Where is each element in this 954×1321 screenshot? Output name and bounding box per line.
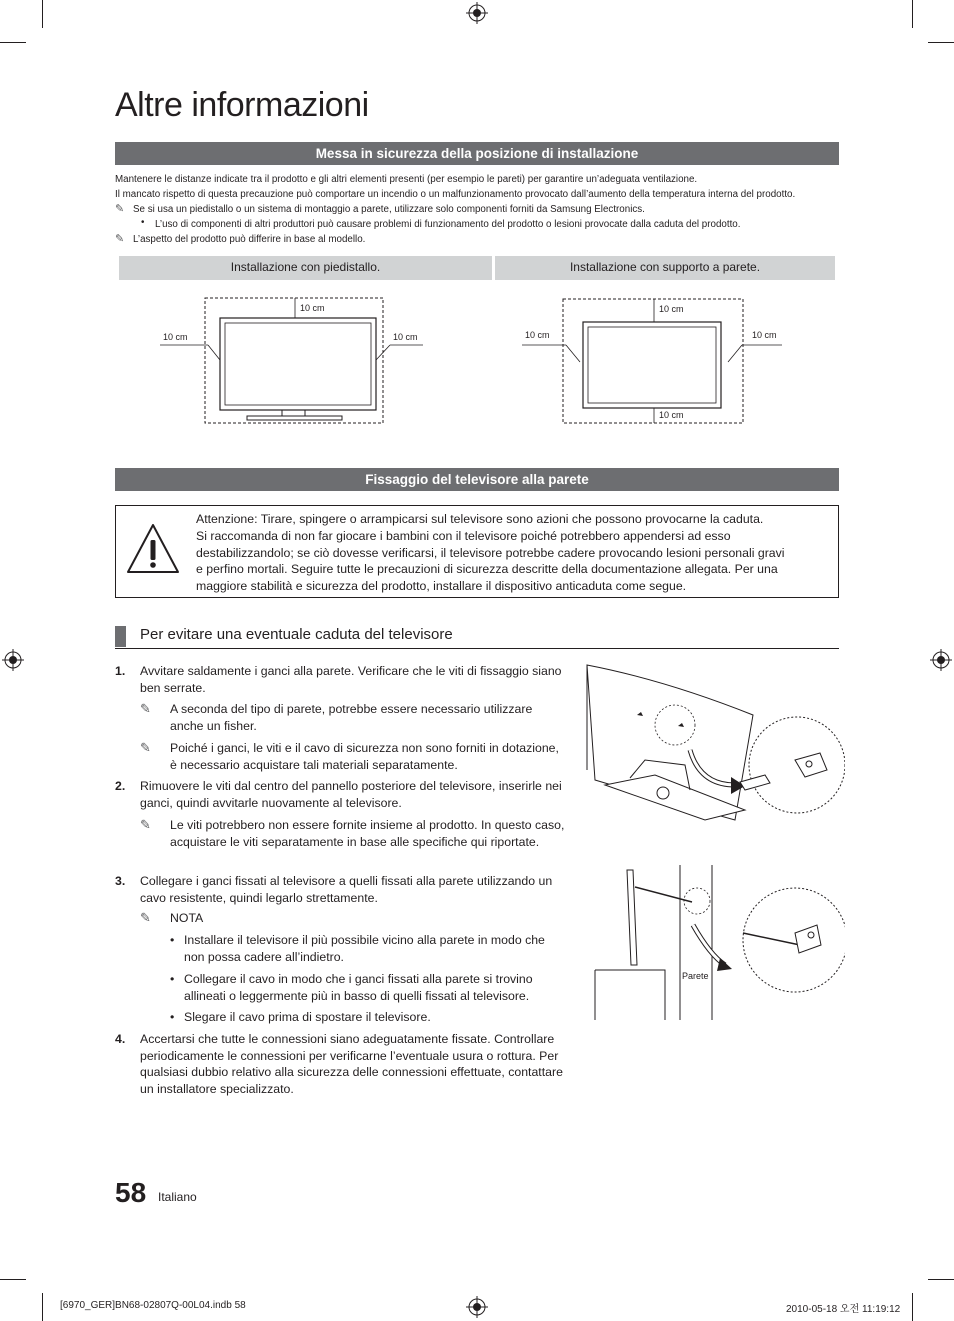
column-header-wall: Installazione con supporto a parete. — [495, 256, 835, 280]
distance-label: 10 cm — [300, 303, 325, 313]
wall-label: Parete — [682, 971, 709, 981]
note-label: NOTA — [170, 911, 204, 925]
warning-triangle-icon — [125, 522, 181, 576]
note-text: L’aspetto del prodotto può differire in base al modello. — [133, 234, 366, 245]
crop-mark — [912, 0, 913, 28]
note-icon: ✎ — [115, 233, 125, 245]
step-number: 3. — [115, 874, 126, 888]
step-number: 4. — [115, 1032, 126, 1046]
page-title: Altre informazioni — [115, 86, 369, 124]
registration-mark-icon — [466, 1296, 488, 1318]
crop-mark — [928, 1279, 954, 1280]
heading-marker — [115, 626, 126, 647]
registration-mark-icon — [2, 649, 24, 671]
note-icon: ✎ — [140, 910, 151, 925]
section-heading-installation: Messa in sicurezza della posizione di installazione — [115, 142, 839, 165]
footer-file-info: [6970_GER]BN68-02807Q-00L04.indb 58 — [60, 1300, 246, 1311]
crop-mark — [0, 42, 26, 43]
distance-label: 10 cm — [659, 304, 684, 314]
registration-mark-icon — [930, 649, 952, 671]
distance-label: 10 cm — [525, 330, 550, 340]
bullet-text: Slegare il cavo prima di spostare il televisore. — [184, 1010, 431, 1024]
crop-mark — [0, 1279, 26, 1280]
step-number: 1. — [115, 664, 126, 678]
warning-text: : Tirare, spingere o arrampicarsi sul televisore sono azioni che possono provocarne la caduta. — [254, 512, 764, 526]
distance-label: 10 cm — [752, 330, 777, 340]
tv-back-screw-illustration — [585, 660, 845, 830]
distance-label: 10 cm — [393, 332, 418, 342]
page-number: 58 — [115, 1177, 147, 1208]
footer-timestamp: 2010-05-18 오전 11:19:12 — [786, 1304, 901, 1315]
crop-mark — [912, 1293, 913, 1321]
distance-label: 10 cm — [163, 332, 188, 342]
step-number: 2. — [115, 779, 126, 793]
page-language: Italiano — [158, 1190, 197, 1204]
note-icon: ✎ — [140, 740, 151, 755]
note-text: A seconda del tipo di parete, potrebbe essere necessario utilizzare anche un fisher. — [170, 702, 533, 733]
section-heading-wall-fixing: Fissaggio del televisore alla parete — [115, 468, 839, 491]
warning-label: Attenzione — [196, 512, 255, 526]
step-text: Rimuovere le viti dal centro del pannello posteriore del televisore, inserirle nei ganci, quindi avvitarle nuovamente al televisore. — [140, 779, 562, 810]
bullet-text: L’uso di componenti di altri produttori può causare problemi di funzionamento del prodotto o lesioni provocate dalla caduta del prodotto. — [155, 219, 741, 230]
warning-text: Si raccomanda di non far giocare i bambini con il televisore poiché potrebbero appendersi ad esso — [196, 528, 731, 543]
note-text: Se si usa un piedistallo o un sistema di montaggio a parete, utilizzare solo componenti forniti da Samsung Electronics. — [133, 204, 645, 215]
step-text: Avvitare saldamente i ganci alla parete. Verificare che le viti di fissaggio siano ben serrate. — [140, 664, 562, 695]
note-text: Le viti potrebbero non essere fornite insieme al prodotto. In questo caso, acquistare le viti separatamente in base alle specifiche qui riportate. — [170, 818, 565, 849]
crop-mark — [42, 0, 43, 28]
subsection-heading — [115, 626, 839, 649]
warning-text: maggiore stabilità e sicurezza del prodotto, installare il dispositivo anticaduta come segue. — [196, 579, 687, 594]
bullet-text: Collegare il cavo in modo che i ganci fissati alla parete si trovino allineati o leggermente più in basso di quelli fissati al televisore. — [184, 972, 533, 1003]
bullet-icon: • — [170, 933, 175, 947]
note-text: Poiché i ganci, le viti e il cavo di sicurezza non sono forniti in dotazione, è necessario acquistare tali materiali separatamente. — [170, 741, 559, 772]
distance-label: 10 cm — [659, 410, 684, 420]
column-header-stand: Installazione con piedistallo. — [119, 256, 492, 280]
warning-text: e perfino mortali. Seguire tutte le precauzioni di sicurezza descritte della documentazione allegata. Per una — [196, 562, 778, 577]
bullet-icon: • — [170, 972, 175, 986]
body-text: Il mancato rispetto di questa precauzione può comportare un incendio o un malfunzionamento provocato dall’aumento della temperatura interna del prodotto. — [115, 189, 796, 200]
warning-box — [115, 505, 839, 598]
bullet-text: Installare il televisore il più possibile vicino alla parete in modo che non possa cadere all’indietro. — [184, 933, 545, 964]
bullet-icon: • — [141, 217, 145, 228]
crop-mark — [42, 1293, 43, 1321]
note-icon: ✎ — [140, 701, 151, 716]
body-text: Mantenere le distanze indicate tra il prodotto e gli altri elementi presenti (per esempio le pareti) per garantire un’adeguata ventilazione. — [115, 174, 698, 185]
subsection-title: Per evitare una eventuale caduta del televisore — [140, 626, 453, 643]
wall-installation-diagram — [520, 290, 790, 430]
crop-mark — [928, 42, 954, 43]
note-icon: ✎ — [115, 203, 125, 215]
warning-text: destabilizzandolo; se ciò dovesse verificarsi, il televisore potrebbe cadere provocando lesioni personali gravi — [196, 545, 785, 560]
stand-installation-diagram — [150, 290, 450, 430]
step-text: Collegare i ganci fissati al televisore a quelli fissati alla parete utilizzando un cavo resistente, quindi legarlo strettamente. — [140, 874, 553, 905]
registration-mark-icon — [466, 2, 488, 24]
bullet-icon: • — [170, 1010, 175, 1024]
wall-cable-illustration — [585, 865, 845, 1025]
note-icon: ✎ — [140, 817, 151, 832]
step-text: Accertarsi che tutte le connessioni siano adeguatamente fissate. Controllare periodicamente le connessioni per verificarne l’eventuale usura o rottura. Per qualsiasi dubbio relativo alla sicurezza delle connessioni effettuate, contattare un installatore specializzato. — [140, 1032, 563, 1096]
